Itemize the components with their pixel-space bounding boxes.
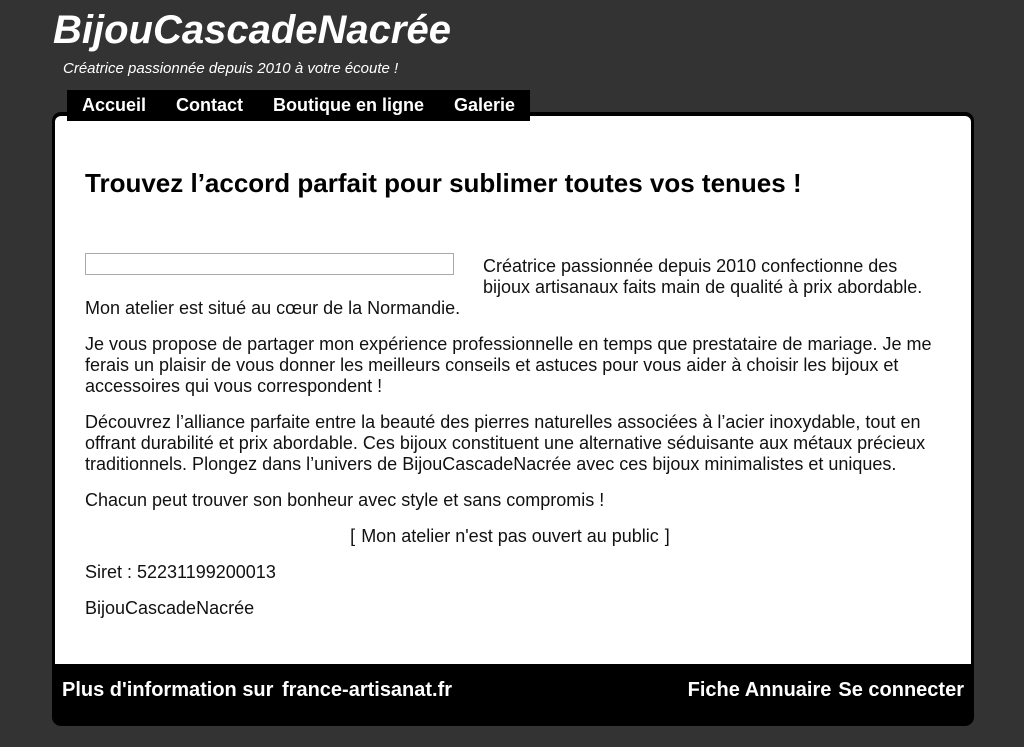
- site-title: BijouCascadeNacrée: [53, 8, 451, 52]
- nav-item-accueil[interactable]: Accueil: [82, 95, 147, 115]
- featured-image: [85, 253, 454, 275]
- intro-paragraph: Créatrice passionnée depuis 2010 confectionne des bijoux artisanaux faits main de qualité à prix abordable. Mon atelier est situé au cœur de la Normandie.: [85, 256, 923, 318]
- article-body: [85, 256, 935, 634]
- fiche-annuaire-link[interactable]: Fiche Annuaire: [687, 679, 832, 701]
- experience-paragraph: Je vous propose de partager mon expérience professionnelle en temps que prestataire de mariage. Je me ferais un plaisir de vous donner les meilleurs conseils et astuces pour vous aider à choisir les bijoux et accessoires qui vous correspondent !: [85, 334, 932, 396]
- footer-info-prefix: Plus d'information sur: [62, 679, 274, 701]
- nav-item-contact[interactable]: Contact: [176, 95, 244, 115]
- footer-info: [62, 678, 452, 702]
- page-heading: Trouvez l’accord parfait pour sublimer toutes vos tenues !: [85, 168, 802, 198]
- notice-close-bracket: ]: [664, 526, 670, 546]
- bonheur-paragraph: Chacun peut trouver son bonheur avec style et sans compromis !: [85, 490, 605, 510]
- nav-item-galerie[interactable]: Galerie: [454, 95, 516, 115]
- atelier-notice: [85, 526, 935, 547]
- notice-open-bracket: [: [350, 526, 356, 546]
- siret-text: Siret : 52231199200013: [85, 562, 276, 582]
- notice-text: Mon atelier n'est pas ouvert au public: [361, 526, 659, 546]
- france-artisanat-link[interactable]: france-artisanat.fr: [282, 679, 453, 701]
- nav-item-boutique[interactable]: Boutique en ligne: [273, 95, 425, 115]
- main-nav: [67, 90, 530, 121]
- signature-text: BijouCascadeNacrée: [85, 598, 255, 618]
- footer-links: [688, 678, 964, 702]
- site-tagline: Créatrice passionnée depuis 2010 à votre écoute !: [63, 60, 399, 77]
- alliance-paragraph: Découvrez l’alliance parfaite entre la beauté des pierres naturelles associées à l’acier inoxydable, tout en offrant durabilité et prix abordable. Ces bijoux constituent une alternative séduisante aux métaux précieux traditionnels. Plongez dans l’univers de BijouCascadeNacrée avec ces bijoux minimalistes et uniques.: [85, 412, 926, 474]
- login-link[interactable]: Se connecter: [838, 679, 964, 701]
